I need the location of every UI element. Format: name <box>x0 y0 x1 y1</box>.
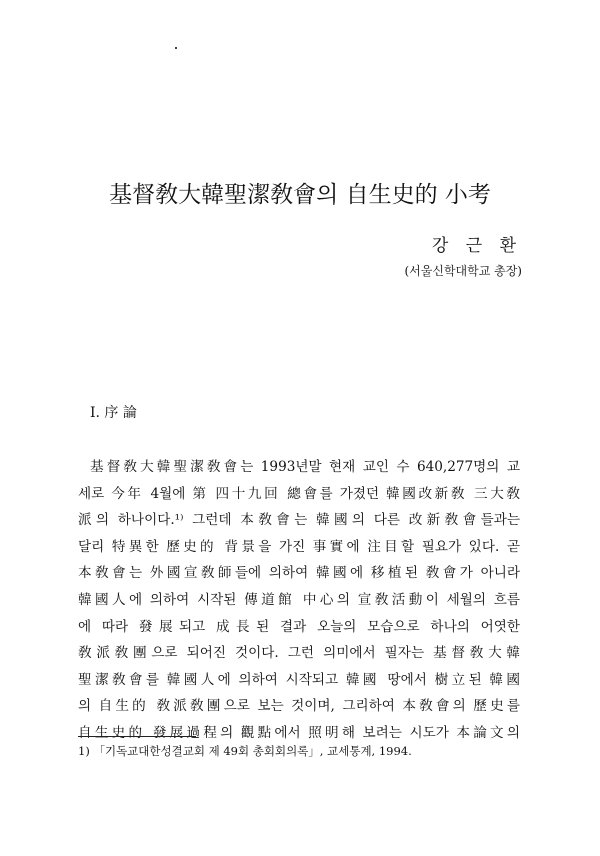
body-line: 세로 今年 4월에 第 四十九回 總會를 가졌던 韓國改新敎 三大敎 <box>78 485 520 502</box>
body-line: 韓國人에 의하여 시작된 傳道館 中心의 宣敎活動이 세월의 흐름 <box>78 591 520 608</box>
paper-title: 基督敎大韓聖潔敎會의 自生史的 小考 <box>109 182 491 208</box>
footnote-divider <box>78 736 196 737</box>
body-text <box>78 454 520 747</box>
body-line: 基督敎大韓聖潔敎會는 1993년말 현재 교인 수 640,277명의 교 <box>90 459 520 475</box>
section-heading: I. 序 論 <box>90 405 137 421</box>
footnote: 1) 「기독교대한성결교회 제 49회 총회회의록」, 교세통계, 1994. <box>78 744 412 758</box>
author-name: 강 근 환 <box>431 236 522 256</box>
body-line: 敎派敎團으로 되어진 것이다. 그런 의미에서 필자는 基督敎大韓 <box>78 645 520 662</box>
body-line: 自生史的 發展過程의 觀點에서 照明해 보려는 시도가 本論文의 <box>78 724 520 741</box>
body-line: 달리 特異한 歷史的 背景을 가진 事實에 注目할 필요가 있다. 곧 <box>78 538 520 555</box>
body-line: 聖潔敎會를 韓國人에 의하여 시작되고 韓國 땅에서 樹立된 韓國 <box>78 671 520 688</box>
author-affiliation: (서울신학대학교 총장) <box>404 264 522 278</box>
body-line: 의 自生的 敎派敎團으로 보는 것이며, 그리하여 本敎會의 歷史를 <box>78 698 520 715</box>
body-line: 派의 하나이다.¹⁾ 그런데 本敎會는 韓國의 다른 改新敎會들과는 <box>78 512 520 529</box>
body-line: 에 따라 發展되고 成長된 결과 오늘의 모습으로 하나의 어엿한 <box>78 618 520 635</box>
body-line: 本敎會는 外國宣敎師들에 의하여 韓國에 移植된 敎會가 아니라 <box>78 565 520 582</box>
scan-speck <box>175 47 177 49</box>
